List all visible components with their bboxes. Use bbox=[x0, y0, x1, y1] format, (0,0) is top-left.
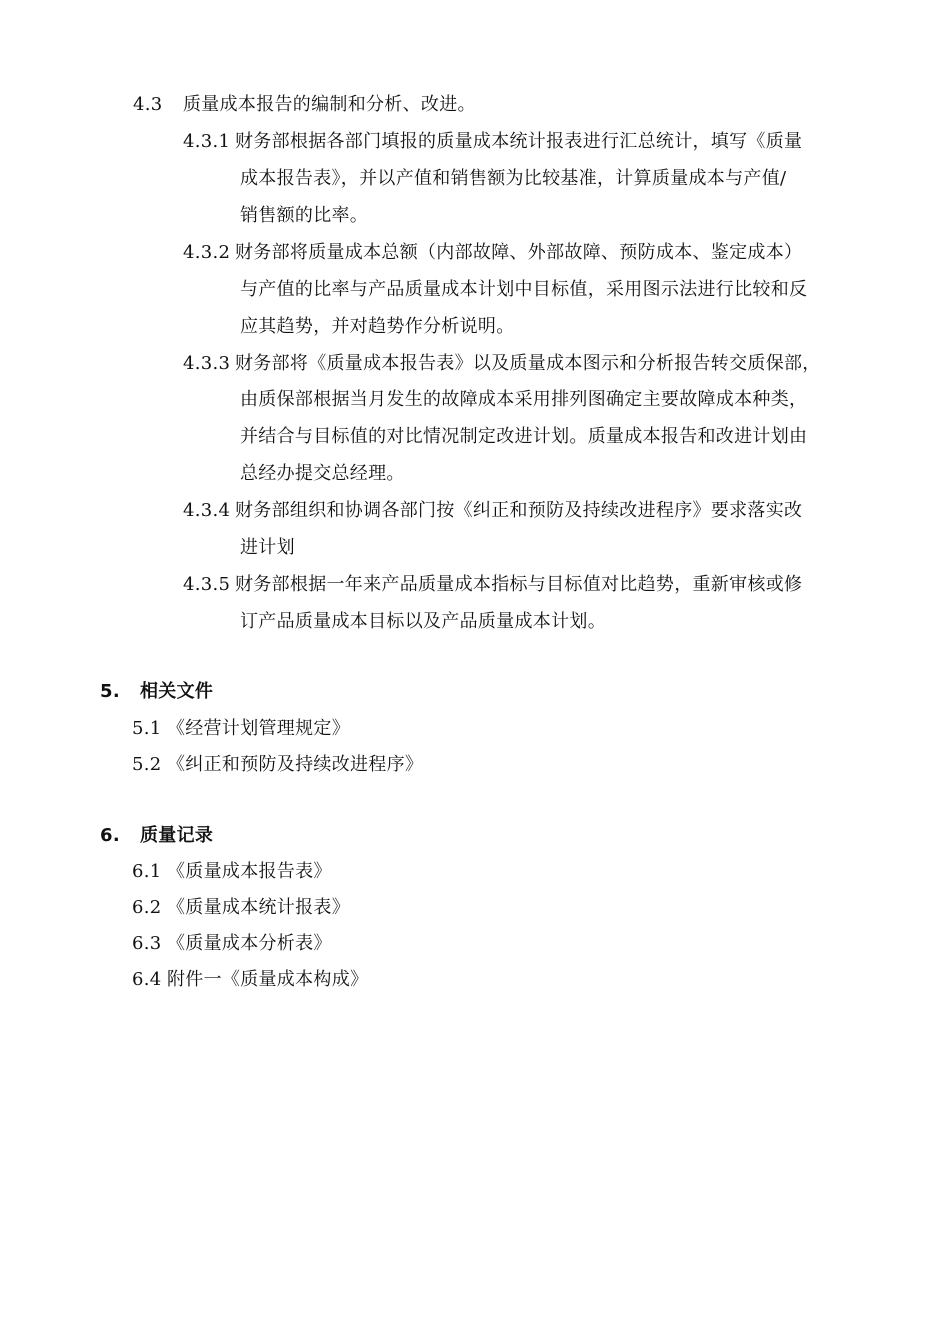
section-4-3-heading bbox=[133, 92, 476, 118]
clause-text: 销售额的比率。 bbox=[240, 205, 369, 226]
clause-number: 4.3.4 bbox=[183, 500, 231, 521]
clause-text: 财务部将《质量成本报告表》以及质量成本图示和分析报告转交质保部， bbox=[235, 353, 821, 374]
item-number: 5.1 bbox=[132, 718, 162, 739]
list-item bbox=[132, 716, 350, 742]
clause-text: 订产品质量成本目标以及产品质量成本计划。 bbox=[240, 611, 606, 632]
section-number: 5. bbox=[100, 681, 120, 702]
clause-text: 财务部组织和协调各部门按《纠正和预防及持续改进程序》要求落实改 bbox=[235, 500, 803, 521]
item-text: 《纠正和预防及持续改进程序》 bbox=[167, 754, 424, 775]
clause-text: 总经办提交总经理。 bbox=[240, 463, 405, 484]
list-item bbox=[132, 752, 423, 778]
list-item bbox=[132, 859, 332, 885]
section-title: 相关文件 bbox=[140, 681, 214, 702]
clause-4-3-2 bbox=[183, 240, 802, 266]
list-item bbox=[132, 931, 332, 957]
section-title: 质量记录 bbox=[140, 825, 214, 846]
clause-text: 与产值的比率与产品质量成本计划中目标值，采用图示法进行比较和反 bbox=[240, 279, 808, 300]
section-6-heading bbox=[100, 823, 213, 849]
clause-4-3-1 bbox=[183, 129, 802, 155]
clause-number: 4.3.1 bbox=[183, 131, 231, 152]
item-text: 《质量成本分析表》 bbox=[167, 933, 332, 954]
list-item bbox=[132, 967, 368, 993]
item-text: 《质量成本统计报表》 bbox=[167, 897, 350, 918]
section-5-heading bbox=[100, 679, 213, 705]
clause-text: 成本报告表》，并以产值和销售额为比较基准，计算质量成本与产值/ bbox=[240, 168, 787, 189]
item-text: 附件一《质量成本构成》 bbox=[167, 969, 369, 990]
section-number: 4.3 bbox=[133, 94, 163, 115]
item-number: 6.1 bbox=[132, 861, 162, 882]
clause-number: 4.3.5 bbox=[183, 574, 231, 595]
item-number: 5.2 bbox=[132, 754, 162, 775]
clause-text: 进计划 bbox=[240, 537, 295, 558]
section-title: 质量成本报告的编制和分析、改进。 bbox=[183, 94, 476, 115]
item-number: 6.2 bbox=[132, 897, 162, 918]
item-number: 6.4 bbox=[132, 969, 162, 990]
clause-4-3-3 bbox=[183, 351, 821, 377]
clause-text: 财务部将质量成本总额（内部故障、外部故障、预防成本、鉴定成本） bbox=[235, 242, 803, 263]
item-text: 《经营计划管理规定》 bbox=[167, 718, 350, 739]
section-number: 6. bbox=[100, 825, 120, 846]
clause-number: 4.3.3 bbox=[183, 353, 231, 374]
clause-number: 4.3.2 bbox=[183, 242, 231, 263]
item-text: 《质量成本报告表》 bbox=[167, 861, 332, 882]
clause-text: 财务部根据各部门填报的质量成本统计报表进行汇总统计，填写《质量 bbox=[235, 131, 803, 152]
clause-text: 由质保部根据当月发生的故障成本采用排列图确定主要故障成本种类， bbox=[240, 389, 808, 410]
item-number: 6.3 bbox=[132, 933, 162, 954]
clause-text: 并结合与目标值的对比情况制定改进计划。质量成本报告和改进计划由 bbox=[240, 426, 808, 447]
list-item bbox=[132, 895, 350, 921]
clause-4-3-4 bbox=[183, 498, 802, 524]
clause-4-3-5 bbox=[183, 572, 802, 598]
clause-text: 财务部根据一年来产品质量成本指标与目标值对比趋势，重新审核或修 bbox=[235, 574, 803, 595]
clause-text: 应其趋势，并对趋势作分析说明。 bbox=[240, 316, 515, 337]
